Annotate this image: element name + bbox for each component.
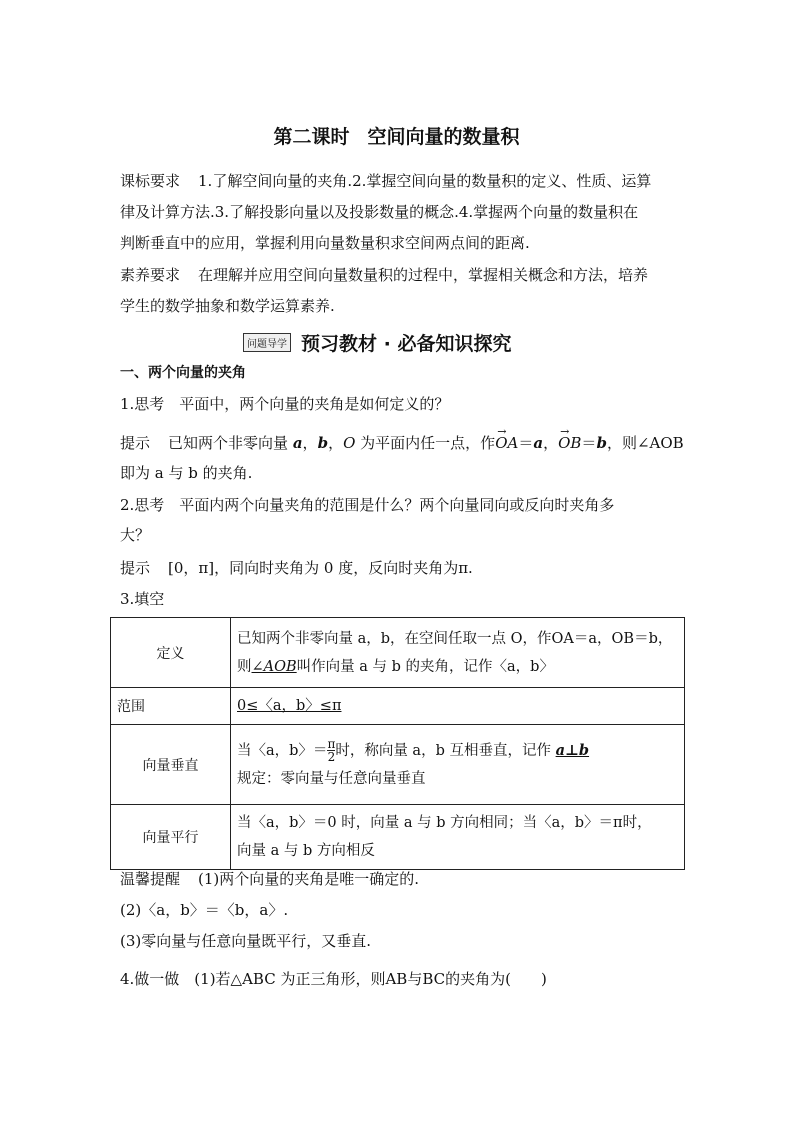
fill-heading: 3.填空	[120, 590, 165, 608]
table-key-perpendicular: 向量垂直	[111, 725, 231, 805]
table-value-parallel: 当〈a，b〉＝0 时，向量 a 与 b 方向相同；当〈a，b〉＝π时， 向量 a 与 b 方向相反	[231, 805, 685, 870]
section-banner	[243, 330, 511, 354]
lesson-number: 第二课时	[273, 126, 350, 148]
table-key-range: 范围	[111, 688, 231, 725]
table-key-parallel: 向量平行	[111, 805, 231, 870]
tips-line-1: 温馨提醒 (1)两个向量的夹角是唯一确定的.	[120, 870, 420, 888]
requirements-label: 课标要求	[120, 172, 181, 190]
banner-tag: 问题导学	[243, 333, 291, 352]
page-title	[0, 122, 793, 149]
angle-table	[110, 617, 685, 870]
exercise-1: 4.做一做 (1)若△ABC 为正三角形，则AB与BC的夹角为( )	[120, 970, 547, 988]
question-2-line-1: 2.思考 平面内两个向量夹角的范围是什么？两个向量同向或反向时夹角多	[120, 496, 615, 514]
table-key-definition: 定义	[111, 618, 231, 688]
banner-title: 预习教材 · 必备知识探究	[301, 332, 512, 355]
hint-1-line-1: 提示 已知两个非零向量 a，b，O 为平面内任一点，作→ OA＝a，→ OB＝b，则∠AOB	[120, 432, 684, 454]
hint-2: 提示 [0，π]，同向时夹角为 0 度，反向时夹角为π.	[120, 559, 473, 577]
table-row	[111, 688, 685, 725]
pi-over-two: $\frac{\pi}{2}$	[327, 737, 336, 764]
requirements-line-2: 律及计算方法.3.了解投影向量以及投影数量的概念.4.掌握两个向量的数量积在	[120, 203, 639, 221]
question-2-line-2: 大？	[120, 526, 151, 544]
table-value-perpendicular: 当〈a，b〉＝ $\frac{\pi}{2}$ 时，称向量 a，b 互相垂直，记作 a⊥b 规定：零向量与任意向量垂直	[231, 725, 685, 805]
tips-line-3: (3)零向量与任意向量既平行，又垂直.	[120, 932, 372, 950]
table-row	[111, 805, 685, 870]
table-value-definition: 已知两个非零向量 a，b，在空间任取一点 O，作OA＝a，OB＝b， 则∠AOB叫作向量 a 与 b 的夹角，记作〈a，b〉	[231, 618, 685, 688]
literacy-label: 素养要求	[120, 266, 181, 284]
tips-line-2: (2)〈a，b〉＝〈b，a〉.	[120, 901, 289, 919]
lesson-topic: 空间向量的数量积	[367, 126, 520, 148]
tips-label: 温馨提醒	[120, 870, 181, 888]
literacy-line-2: 学生的数学抽象和数学运算素养.	[120, 297, 335, 315]
requirements-line-3: 判断垂直中的应用，掌握利用向量数量积求空间两点间的距离.	[120, 234, 530, 252]
section-heading: 一、两个向量的夹角	[120, 365, 246, 381]
table-row	[111, 725, 685, 805]
literacy-line-1: 素养要求 在理解并应用空间向量数量积的过程中，掌握相关概念和方法，培养	[120, 266, 649, 284]
question-1: 1.思考 平面中，两个向量的夹角是如何定义的？	[120, 395, 450, 413]
table-value-range: 0≤〈a，b〉≤π	[231, 688, 685, 725]
hint-1-line-2: 即为 a 与 b 的夹角.	[120, 464, 253, 482]
table-row	[111, 618, 685, 688]
requirements-line-1: 课标要求 1.了解空间向量的夹角.2.掌握空间向量的数量积的定义、性质、运算	[120, 172, 652, 190]
